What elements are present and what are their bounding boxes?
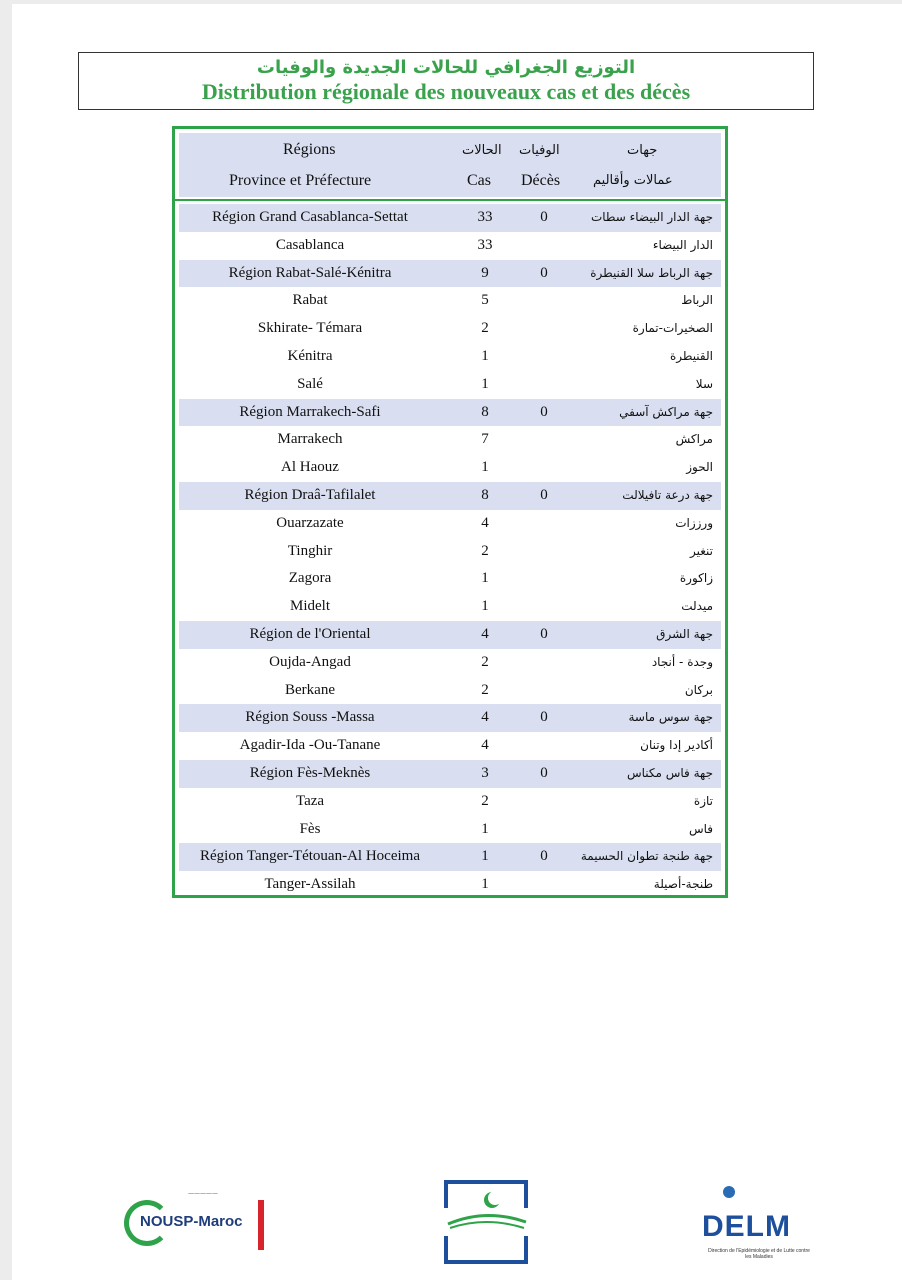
province-row [179, 232, 721, 260]
province-row [179, 287, 721, 315]
cas-cell: 4 [481, 709, 489, 726]
cas-cell: 3 [481, 764, 489, 781]
name-cell: Rabat [292, 292, 328, 309]
arabic-name-cell: جهة الدار البيضاء سطات [590, 210, 713, 224]
arabic-name-cell: فاس [688, 821, 713, 836]
table-header [179, 133, 721, 197]
deces-cell: 0 [540, 848, 548, 865]
cas-cell: 1 [481, 375, 489, 392]
header-deces-fr: Décès [521, 172, 561, 189]
province-row [179, 538, 721, 566]
arabic-name-cell: جهة سوس ماسة [628, 710, 713, 725]
name-cell: Région Grand Casablanca-Settat [212, 209, 408, 225]
header-amalat-ar: عمالات وأقاليم [593, 173, 673, 188]
arabic-name-cell: وجدة - أنجاد [651, 654, 713, 669]
name-cell: Ouarzazate [276, 514, 344, 531]
nousp-caption-icon: ————— [188, 1190, 218, 1197]
arabic-name-cell: جهة درعة تافيلالت [622, 487, 713, 502]
cas-cell: 1 [481, 876, 489, 893]
arabic-name-cell: ورززات [675, 515, 713, 530]
name-cell: Al Haouz [281, 459, 339, 476]
cas-cell: 2 [481, 542, 489, 559]
province-row [179, 593, 721, 621]
arabic-name-cell: بركان [684, 682, 713, 697]
province-row [179, 677, 721, 705]
name-cell: Région Marrakech-Safi [239, 403, 381, 420]
name-cell: Région Draâ-Tafilalet [244, 486, 376, 503]
province-row [179, 565, 721, 593]
arabic-name-cell: تنغير [690, 543, 713, 558]
header-separator [175, 199, 725, 201]
delm-logo [700, 1182, 810, 1262]
arabic-name-cell: زاكورة [679, 571, 713, 586]
table-body [179, 204, 721, 899]
header-jihat-ar: جهات [627, 143, 658, 158]
name-cell: Marrakech [277, 431, 343, 448]
arabic-name-cell: الرباط [681, 293, 713, 308]
arabic-name-cell: الصخيرات-تمارة [632, 321, 713, 336]
arabic-name-cell: جهة مراكش آسفي [619, 404, 713, 419]
nousp-bar-icon [258, 1200, 264, 1250]
region-row [179, 704, 721, 732]
region-row [179, 760, 721, 788]
province-row [179, 315, 721, 343]
deces-cell: 0 [540, 625, 548, 642]
header-cas-fr: Cas [467, 172, 491, 189]
ministry-health-logo [440, 1178, 532, 1266]
delm-dot-icon [723, 1186, 735, 1198]
nousp-name: NOUSP-Maroc [140, 1213, 243, 1230]
province-row [179, 343, 721, 371]
name-cell: Casablanca [275, 236, 345, 253]
ministry-health-icon [440, 1178, 532, 1266]
name-cell: Oujda-Angad [269, 653, 351, 670]
province-row [179, 510, 721, 538]
name-cell: Salé [297, 375, 323, 392]
arabic-name-cell: القنيطرة [669, 348, 713, 363]
deces-cell: 0 [540, 264, 548, 281]
name-cell: Fès [299, 820, 321, 837]
deces-cell: 0 [540, 709, 548, 726]
cas-cell: 9 [481, 264, 489, 281]
header-province: Province et Préfecture [229, 172, 372, 189]
name-cell: Région Tanger-Tétouan-Al Hoceima [200, 848, 420, 865]
arabic-name-cell: الدار البيضاء [652, 237, 713, 252]
province-row [179, 371, 721, 399]
region-row [179, 482, 721, 510]
name-cell: Tanger-Assilah [264, 876, 356, 893]
arabic-name-cell: أكادير إدا وتنان [640, 738, 713, 753]
nousp-logo [118, 1180, 268, 1260]
arabic-name-cell: سلا [695, 376, 713, 391]
cas-cell: 4 [481, 625, 489, 642]
cas-cell: 1 [481, 820, 489, 837]
region-row [179, 843, 721, 871]
cas-cell: 2 [481, 681, 489, 698]
cas-cell: 1 [481, 570, 489, 587]
name-cell: Zagora [288, 570, 332, 587]
deces-cell: 0 [540, 209, 548, 225]
region-row [179, 204, 721, 232]
header-cas-ar: الحالات [462, 143, 502, 158]
name-cell: Taza [295, 792, 325, 809]
arabic-name-cell: جهة فاس مكناس [626, 765, 713, 780]
deces-cell: 0 [540, 403, 548, 420]
name-cell: Agadir-Ida -Ou-Tanane [239, 737, 381, 754]
cas-cell: 1 [481, 598, 489, 615]
distribution-table [172, 126, 728, 898]
cas-cell: 1 [481, 848, 489, 865]
footer-logos [0, 1170, 902, 1260]
cas-cell: 8 [481, 486, 489, 503]
arabic-name-cell: جهة الرباط سلا القنيطرة [590, 265, 713, 280]
cas-cell: 33 [477, 209, 493, 225]
arabic-name-cell: مراكش [675, 432, 713, 447]
province-row [179, 649, 721, 677]
province-row [179, 816, 721, 844]
province-row [179, 454, 721, 482]
arabic-name-cell: جهة طنجة تطوان الحسيمة [580, 849, 713, 864]
arabic-name-cell: ميدلت [681, 599, 713, 614]
cas-cell: 4 [481, 514, 489, 531]
delm-name: DELM [702, 1210, 791, 1243]
cas-cell: 8 [481, 403, 489, 420]
arabic-name-cell: الحوز [686, 460, 713, 475]
deces-cell: 0 [540, 486, 548, 503]
cas-cell: 2 [481, 792, 489, 809]
header-deces-ar: الوفيات [519, 143, 560, 158]
province-row [179, 788, 721, 816]
name-cell: Région de l'Oriental [249, 625, 371, 642]
cas-cell: 2 [481, 653, 489, 670]
name-cell: Skhirate- Témara [257, 320, 363, 337]
name-cell: Midelt [290, 598, 330, 615]
arabic-name-cell: طنجة-أصيلة [653, 877, 713, 892]
deces-cell: 0 [540, 764, 548, 781]
name-cell: Région Rabat-Salé-Kénitra [228, 264, 392, 281]
arabic-name-cell: تازة [693, 793, 713, 808]
cas-cell: 33 [477, 236, 493, 253]
title-french: Distribution régionale des nouveaux cas et des décès [201, 79, 691, 104]
name-cell: Berkane [285, 681, 335, 698]
cas-cell: 7 [481, 431, 489, 448]
cas-cell: 2 [481, 320, 489, 337]
cas-cell: 4 [481, 737, 489, 754]
name-cell: Kénitra [287, 347, 333, 364]
region-row [179, 399, 721, 427]
cas-cell: 1 [481, 459, 489, 476]
header-regions: Régions [283, 141, 336, 158]
delm-subtitle: Direction de l'Epidémiologie et de Lutte contre les Maladies [708, 1248, 810, 1260]
name-cell: Région Souss -Massa [245, 709, 375, 726]
region-row [179, 260, 721, 288]
cas-cell: 1 [481, 347, 489, 364]
title-box [78, 52, 814, 110]
province-row [179, 871, 721, 899]
arabic-name-cell: جهة الشرق [656, 626, 713, 641]
province-row [179, 426, 721, 454]
cas-cell: 5 [481, 292, 489, 309]
name-cell: Tinghir [287, 542, 333, 559]
region-row [179, 621, 721, 649]
title-arabic: التوزيع الجغرافي للحالات الجديدة والوفيات [256, 57, 636, 78]
province-row [179, 732, 721, 760]
name-cell: Région Fès-Meknès [249, 764, 371, 781]
